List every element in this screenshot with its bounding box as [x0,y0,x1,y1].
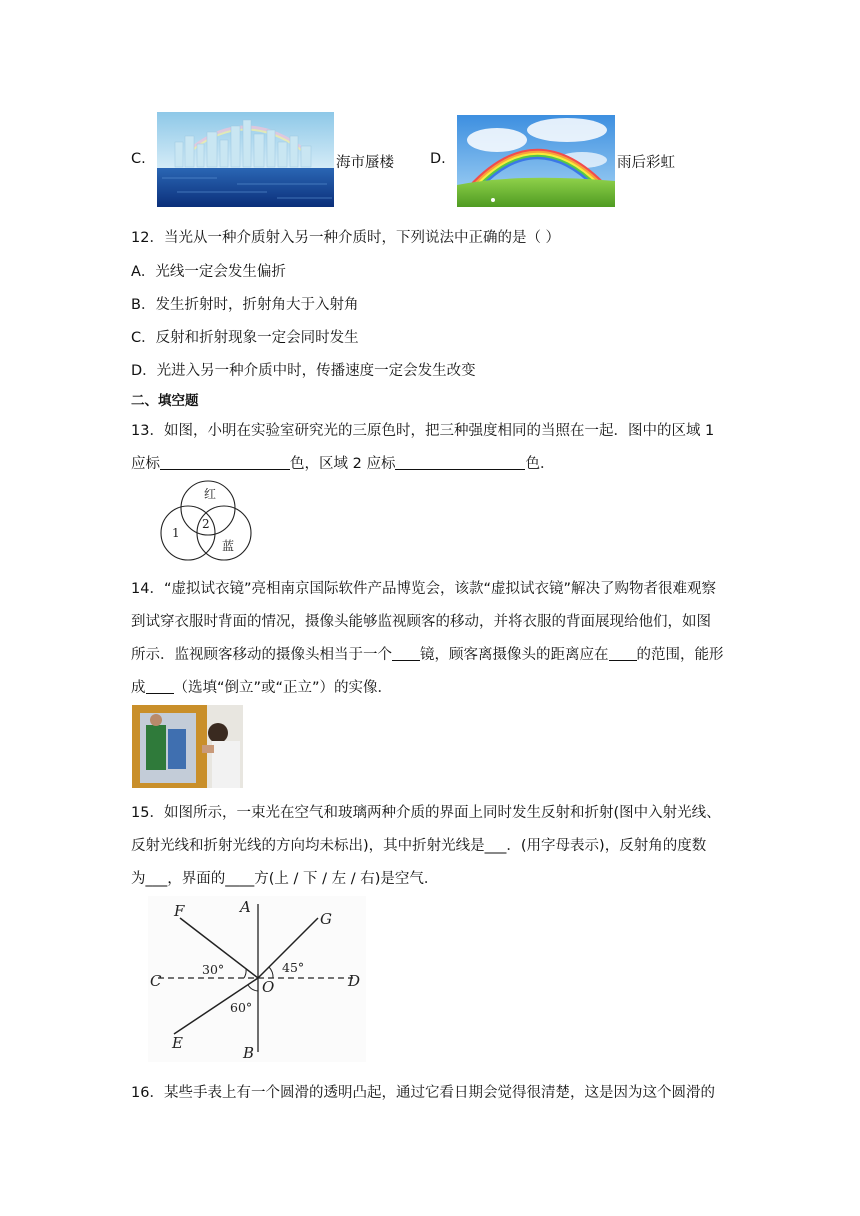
question-13-text-b: 色，区域 2 应标 [290,456,396,472]
answer-blank-5[interactable] [146,679,174,694]
answer-blank-4[interactable] [609,646,637,661]
question-12-option-a: A．光线一定会发生偏折 [131,264,286,280]
question-14-line-1: 14．“虚拟试衣镜”亮相南京国际软件产品博览会，该款“虚拟试衣镜”解决了购物者很难观察 [131,581,716,597]
question-15-line-3: 为___，界面的____方(上 / 下 / 左 / 右)是空气． [131,871,439,887]
answer-blank-1[interactable] [160,455,290,470]
question-12-stem: 12．当光从一种介质射入另一种介质时，下列说法中正确的是（ ） [131,230,561,246]
label-c: C [150,972,162,990]
option-d-text: 雨后彩虹 [617,155,675,171]
label-region-1: 1 [172,526,180,540]
label-g: G [320,910,332,928]
refraction-diagram [148,896,366,1062]
section-title-fill-in: 二、填空题 [131,393,199,409]
option-c-label: C. [131,151,146,167]
label-o: O [262,978,275,996]
question-12-option-d: D．光进入另一种介质中时，传播速度一定会发生改变 [131,363,476,379]
label-blue: 蓝 [222,539,235,553]
virtual-mirror-photo [132,705,243,788]
question-14-text-d: 成 [131,680,146,696]
mirage-image [157,112,334,207]
question-16-line-1: 16．某些手表上有一个圆滑的透明凸起，通过它看日期会觉得很清楚，这是因为这个圆滑的 [131,1085,715,1101]
rainbow-image [457,115,615,207]
label-a: A [240,898,251,916]
label-d: D [348,972,361,990]
option-c-text: 海市蜃楼 [336,155,394,171]
label-f: F [174,902,185,920]
question-12-option-b: B．发生折射时，折射角大于入射角 [131,297,359,313]
question-13-line-2 [131,452,554,473]
question-15-line-2: 反射光线和折射光线的方向均未标出)，其中折射光线是___．(用字母表示)，反射角的度数 [131,838,707,854]
question-14-line-3 [131,643,724,664]
angle-45-label: 45° [282,960,305,975]
answer-blank-2[interactable] [395,455,525,470]
angle-30-label: 30° [202,962,225,977]
label-region-2: 2 [202,517,210,531]
question-14-line-2: 到试穿衣服时背面的情况，摄像头能够监视顾客的移动，并将衣服的背面展现给他们，如图 [131,614,711,630]
question-13-text-c: 色． [525,456,555,472]
option-d-label: D. [430,151,446,167]
label-e: E [172,1034,183,1052]
question-14-text-a: 所示．监视顾客移动的摄像头相当于一个 [131,647,392,663]
question-14-line-4 [131,676,392,697]
label-red: 红 [204,487,217,501]
question-14-text-b: 镜，顾客离摄像头的距离应在 [420,647,609,663]
label-b: B [243,1044,255,1062]
answer-blank-3[interactable] [392,646,420,661]
question-14-text-c: 的范围，能形 [636,647,724,663]
question-13-line-1: 13．如图，小明在实验室研究光的三原色时，把三种强度相同的当照在一起．图中的区域 1 [131,423,715,439]
question-15-line-1: 15．如图所示，一束光在空气和玻璃两种介质的界面上同时发生反射和折射(图中入射光线、 [131,805,721,821]
question-14-text-e: （选填“倒立”或“正立”）的实像． [173,680,393,696]
three-primary-colors-diagram [158,478,254,564]
question-12-option-c: C．反射和折射现象一定会同时发生 [131,330,359,346]
question-13-text-a: 应标 [131,456,160,472]
angle-60-label: 60° [230,1000,253,1015]
